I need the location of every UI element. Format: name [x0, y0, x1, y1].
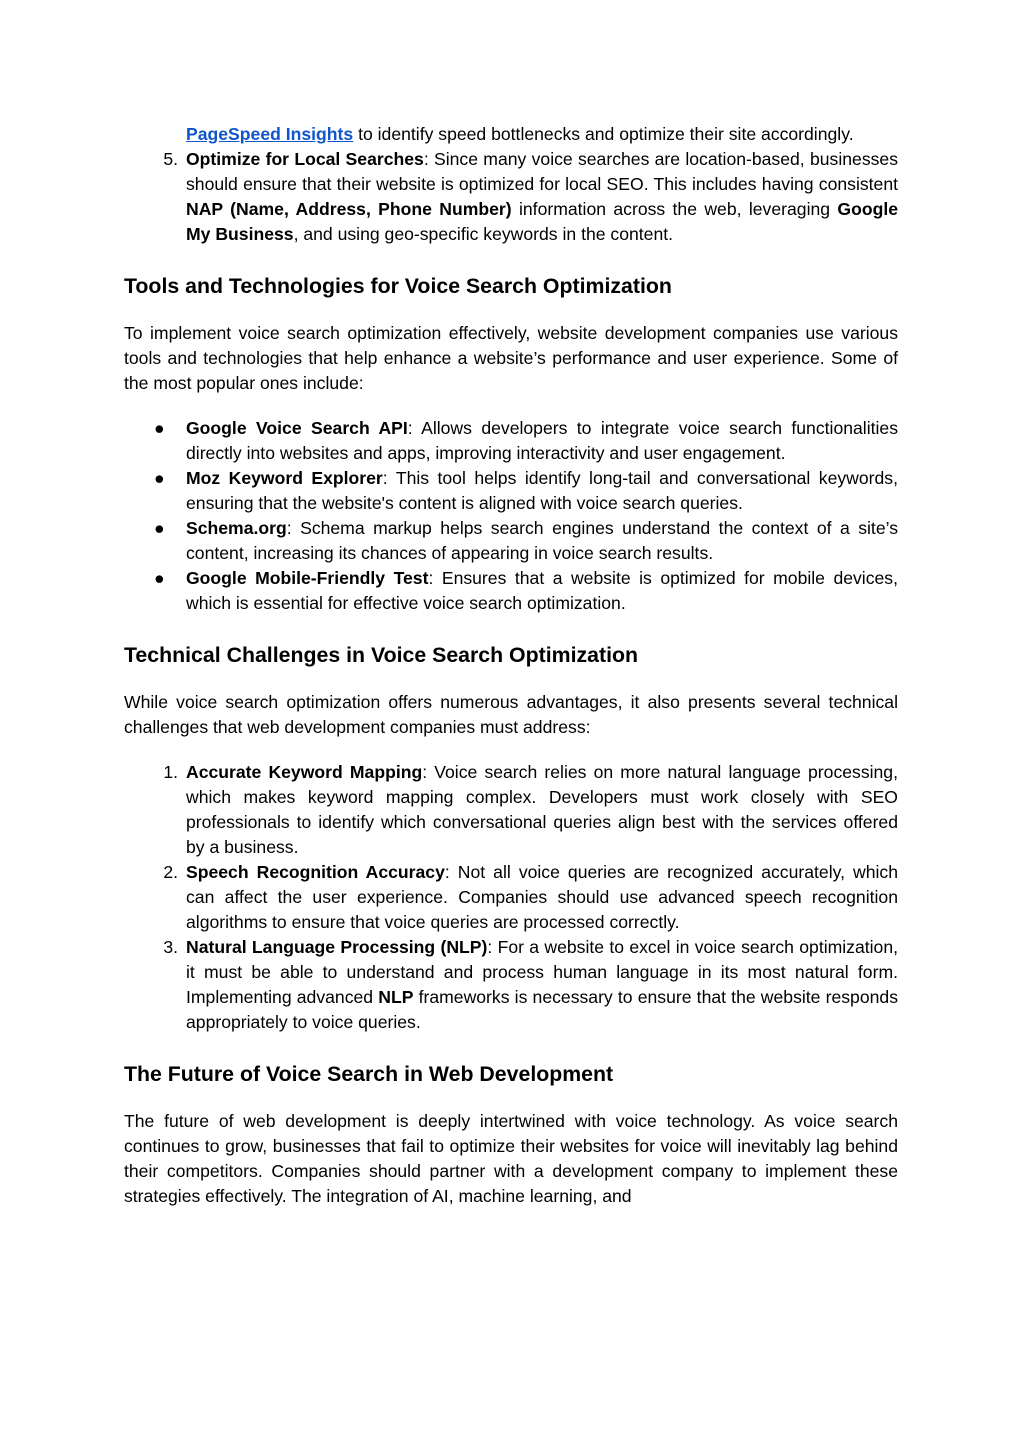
- item-text: : For a website to excel in voice search optimization, it must be able to understand and process human language in its most natural form. Implementing advanced: [186, 937, 899, 1007]
- list-item-continuation: [124, 122, 898, 147]
- bullet-marker: ●: [154, 568, 165, 588]
- item-text: : Since many voice searches are location-based, businesses should ensure that their website is optimized for local SEO. This includes having consistent: [186, 149, 898, 194]
- list-marker: 3.: [163, 937, 178, 957]
- list-item: [124, 516, 898, 566]
- section-paragraph: The future of web development is deeply intertwined with voice technology. As voice search continues to grow, businesses that fail to optimize their websites for voice will inevitably lag behind their competitors. Companies should partner with a development company to implement these strategies effectively. The integration of AI, machine learning, and: [124, 1111, 898, 1206]
- item-title: Google Mobile-Friendly Test: [186, 568, 429, 588]
- item-title: Google Voice Search API: [186, 418, 408, 438]
- item-text: frameworks is necessary to ensure that the website responds appropriately to voice queries.: [186, 987, 898, 1032]
- item-text: : This tool helps identify long-tail and conversational keywords, ensuring that the website's content is aligned with voice search queries.: [186, 468, 898, 513]
- section-paragraph: To implement voice search optimization effectively, website development companies use various tools and technologies that help enhance a website’s performance and user experience. Some of the most popular ones include:: [124, 323, 898, 393]
- item-text: , and using geo-specific keywords in the content.: [293, 224, 674, 244]
- bullet-marker: ●: [154, 468, 165, 488]
- item-bold-nap: NAP (Name, Address, Phone Number): [186, 199, 512, 219]
- item-text: : Not all voice queries are recognized accurately, which can affect the user experience. Companies should use advanced speech recognition algorithms to ensure that voice queries are processed correctly.: [186, 862, 898, 932]
- item-title: Schema.org: [186, 518, 287, 538]
- section-heading-future: The Future of Voice Search in Web Development: [124, 1062, 614, 1086]
- item-text: : Voice search relies on more natural language processing, which makes keyword mapping complex. Developers must work closely with SEO professionals to identify which conversational queries align best with the services offered by a business.: [186, 762, 898, 857]
- item-text: : Ensures that a website is optimized for mobile devices, which is essential for effective voice search optimization.: [186, 568, 898, 613]
- item-text: information across the web, leveraging: [511, 199, 838, 219]
- section-paragraph: While voice search optimization offers numerous advantages, it also presents several technical challenges that web development companies must address:: [124, 692, 898, 737]
- bullet-list-tools: [124, 416, 898, 616]
- item-title: Moz Keyword Explorer: [186, 468, 383, 488]
- item-text: : Allows developers to integrate voice search functionalities directly into websites and apps, improving interactivity and user engagement.: [186, 418, 898, 463]
- pagespeed-insights-link[interactable]: PageSpeed Insights: [186, 124, 354, 144]
- list-marker: 2.: [163, 862, 178, 882]
- numbered-list-top: [124, 147, 898, 247]
- list-item: [124, 860, 898, 935]
- list-marker: 1.: [163, 762, 178, 782]
- bullet-marker: ●: [154, 418, 165, 438]
- bullet-marker: ●: [154, 518, 165, 538]
- continuation-text: to identify speed bottlenecks and optimize their site accordingly.: [353, 124, 854, 144]
- item-bold-nlp: NLP: [378, 987, 414, 1007]
- document-page: [124, 122, 898, 1209]
- list-marker: 5.: [163, 149, 178, 169]
- numbered-list-challenges: [124, 760, 898, 1035]
- list-item: [124, 935, 898, 1035]
- item-title: Speech Recognition Accuracy: [186, 862, 445, 882]
- item-title: Natural Language Processing (NLP): [186, 937, 488, 957]
- list-item: [124, 416, 898, 466]
- item-bold-gmb: Google My Business: [186, 199, 899, 244]
- list-item: [124, 466, 898, 516]
- section-heading-tools: Tools and Technologies for Voice Search Optimization: [124, 274, 672, 298]
- item-title: Optimize for Local Searches: [186, 149, 424, 169]
- list-item: [124, 760, 898, 860]
- list-item: [124, 566, 898, 616]
- item-title: Accurate Keyword Mapping: [186, 762, 423, 782]
- section-heading-challenges: Technical Challenges in Voice Search Optimization: [124, 643, 639, 667]
- item-text: : Schema markup helps search engines understand the context of a site’s content, increasing its chances of appearing in voice search results.: [186, 518, 898, 563]
- list-item: [124, 147, 898, 247]
